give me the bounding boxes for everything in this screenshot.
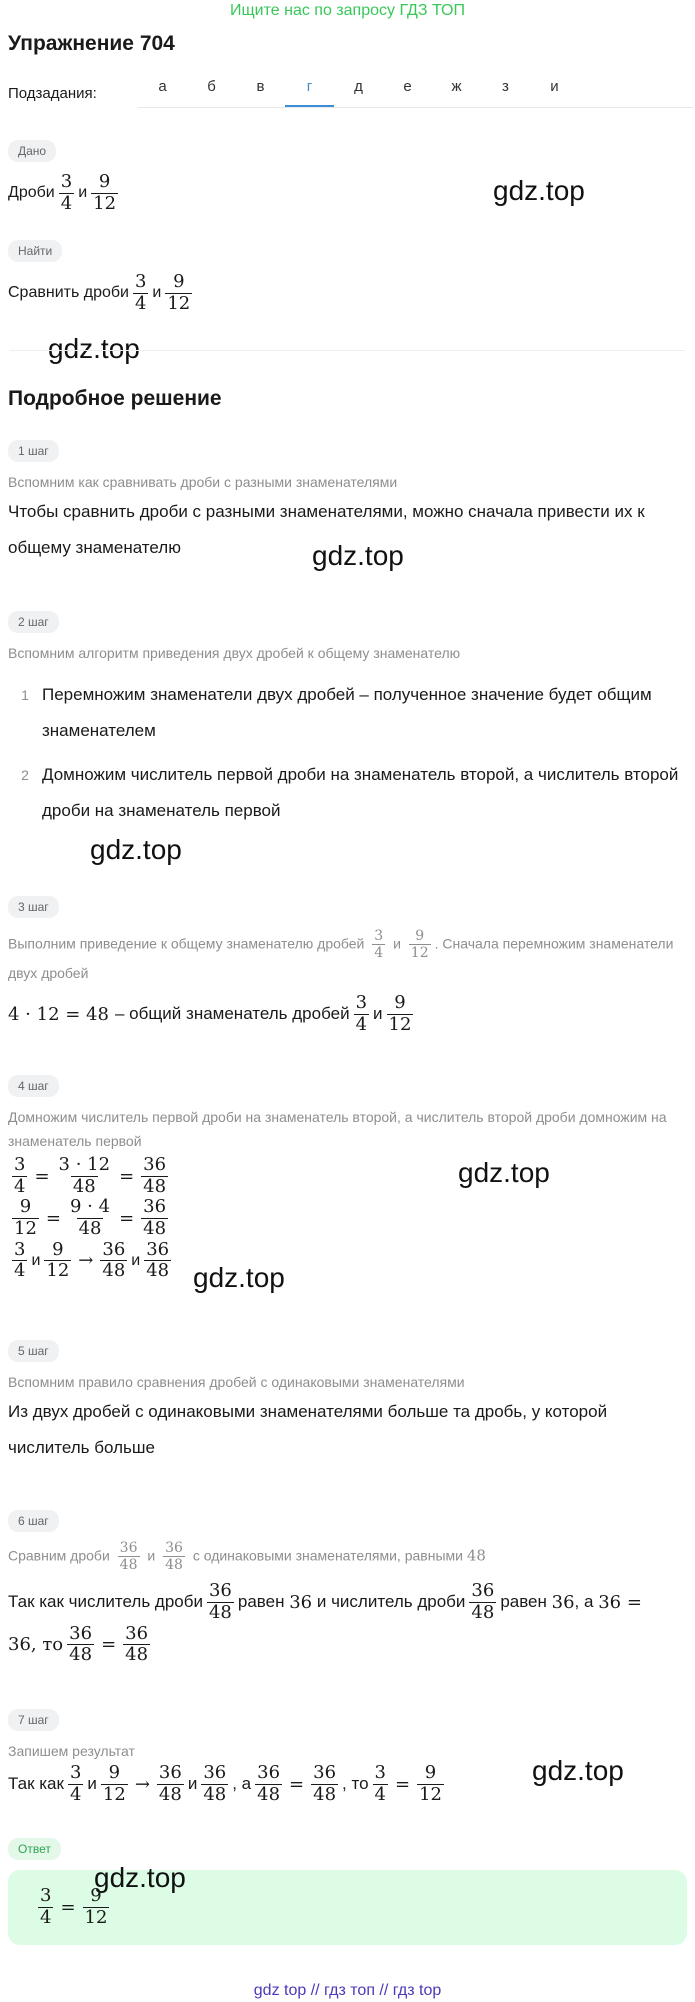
fraction: $\frac{36}{48}$	[102, 1238, 126, 1282]
fraction: $\frac{9 \cdot 4}{48}$	[70, 1196, 111, 1240]
fraction: $\frac{36}{48}$	[143, 1196, 167, 1240]
fraction: $\frac{9}{12}$	[14, 1196, 37, 1240]
subtasks-tabs	[138, 78, 693, 108]
fraction: $\frac{3}{4}$	[374, 1762, 386, 1805]
step-badge: 7 шаг	[8, 1709, 59, 1731]
step-text: Из двух дробей с одинаковыми знаменателями больше та дробь, у которой числитель больше	[8, 1402, 608, 1457]
fraction: $\frac{36}{48}$	[125, 1622, 149, 1666]
fraction: $\frac{3}{4}$	[40, 1885, 52, 1928]
find-text: Сравнить дроби	[8, 284, 129, 302]
watermark: gdz.top	[48, 333, 140, 364]
step-badge: 1 шаг	[8, 440, 59, 462]
fraction: $\frac{3}{4}$	[14, 1154, 26, 1197]
fraction: $\frac{9}{12}$	[419, 1762, 442, 1805]
step-badge: 5 шаг	[8, 1340, 59, 1362]
watermark: gdz.top	[493, 175, 585, 206]
fraction: $\frac{36}{48}$	[146, 1238, 170, 1282]
step-hint: Вспомним как сравнивать дроби с разными знаменателями	[8, 474, 398, 490]
watermark: gdz.top	[312, 540, 404, 571]
math-row: $\frac{9}{12}$ = $\frac{9 \cdot 4}{48}$ = $\frac{36}{48}$	[14, 1196, 167, 1240]
fraction: $\frac{3}{4}$	[60, 171, 73, 214]
fraction: $\frac{9}{12}$	[410, 928, 429, 962]
step-4	[0, 1075, 695, 1282]
watermark: gdz.top	[532, 1755, 624, 1786]
step-hint: Вспомним алгоритм приведения двух дробей к общему знаменателю	[8, 645, 461, 661]
tab-g[interactable]: г	[285, 78, 334, 107]
fraction: $\frac{3 \cdot 12}{48}$	[58, 1154, 111, 1197]
tab-v[interactable]: в	[256, 78, 265, 95]
math-row: $\frac{3}{4}$ = $\frac{3 \cdot 12}{48}$ = $\frac{36}{48}$	[14, 1154, 167, 1197]
tab-z[interactable]: з	[502, 78, 509, 95]
step-hint: Домножим числитель первой дроби на знаменатель второй, а числитель второй дроби домножим на знаменатель первой	[8, 1109, 667, 1149]
fraction: $\frac{36}{48}$	[69, 1622, 93, 1666]
footer-links[interactable]: gdz top // гдз топ // гдз top	[253, 1982, 442, 1999]
fraction: $\frac{36}{48}$	[471, 1580, 495, 1623]
find-line	[8, 272, 695, 314]
step-text-line: Так как $\frac{3}{4}$ и $\frac{9}{12}$ → $\frac{36}{48}$ и $\frac{36}{48}$ , а $\frac{36}{48}$ = $\frac{36}{48}$ , то $\frac{3}{4}$ = $\frac{9}{12}$	[8, 1762, 442, 1805]
fraction: $\frac{36}{48}$	[143, 1154, 167, 1197]
find-section	[0, 240, 695, 314]
step-hint: Вспомним правило сравнения дробей с одинаковыми знаменателями	[8, 1374, 465, 1390]
list-item: 2 Домножим числитель первой дроби на знаменатель второй, а числитель второй дроби на знаменатель первой	[21, 765, 679, 820]
given-line	[8, 172, 695, 214]
fraction: $\frac{9}{12}$	[167, 271, 191, 314]
solution-title: Подробное решение	[8, 387, 222, 410]
fraction: $\frac{36}{48}$	[257, 1762, 281, 1805]
tab-d[interactable]: д	[354, 78, 363, 95]
fraction: $\frac{3}{4}$	[134, 271, 147, 314]
tab-e[interactable]: е	[403, 78, 412, 95]
fraction: $\frac{3}{4}$	[374, 928, 384, 962]
fraction: $\frac{36}{48}$	[208, 1580, 232, 1623]
watermark: gdz.top	[94, 1862, 186, 1893]
tab-zh[interactable]: ж	[451, 78, 462, 95]
top-banner[interactable]: Ищите нас по запросу ГДЗ ТОП	[230, 2, 465, 19]
watermark: gdz.top	[90, 834, 182, 865]
tab-a[interactable]: а	[158, 78, 167, 95]
given-section	[0, 140, 695, 214]
tab-b[interactable]: б	[207, 78, 216, 95]
fraction: $\frac{36}{48}$	[313, 1762, 337, 1805]
subtasks-label: Подзадания:	[8, 84, 97, 102]
fraction: $\frac{36}{48}$	[119, 1540, 138, 1574]
page-title: Упражнение 704	[8, 32, 175, 55]
fraction: $\frac{9}{12}$	[84, 1885, 108, 1928]
step-hint: Сравним дроби $\frac{36}{48}$ и $\frac{36}{48}$ с одинаковыми знаменателями, равными 48	[8, 1540, 486, 1574]
step-2	[0, 611, 695, 837]
step-3	[0, 896, 695, 1036]
and-text: и	[78, 184, 88, 202]
fraction: $\frac{3}{4}$	[69, 1762, 82, 1805]
math-row: $\frac{3}{4}$ и $\frac{9}{12}$ → $\frac{36}{48}$ и $\frac{36}{48}$	[14, 1238, 170, 1282]
fraction: $\frac{9}{12}$	[102, 1762, 126, 1805]
subtasks-bar	[8, 78, 695, 108]
watermark: gdz.top	[458, 1157, 550, 1188]
step-hint: Выполним приведение к общему знаменателю дробей $\frac{3}{4}$ и $\frac{9}{12}$ . Сначала перемножим знаменатели двух дробей	[8, 928, 674, 982]
step-badge: 3 шаг	[8, 896, 59, 918]
and-text: и	[152, 284, 162, 302]
step-hint: Запишем результат	[8, 1743, 135, 1759]
fraction: $\frac{36}{48}$	[158, 1762, 182, 1805]
fraction: $\frac{36}{48}$	[203, 1762, 227, 1805]
answer-box: $\frac{3}{4}$ = $\frac{9}{12}$	[8, 1870, 687, 1945]
fraction: $\frac{9}{12}$	[93, 171, 117, 214]
divider	[10, 350, 685, 351]
fraction: $\frac{9}{12}$	[388, 992, 412, 1035]
step-text: Чтобы сравнить дроби с разными знаменателями, можно сначала привести их к общему знаменателю	[8, 502, 645, 557]
find-badge: Найти	[8, 240, 62, 262]
fraction: $\frac{3}{4}$	[355, 992, 368, 1035]
step-text-line: Так как числитель дроби $\frac{36}{48}$ равен 36 и числитель дроби $\frac{36}{48}$ равен 36 , а 36 =	[8, 1580, 642, 1623]
step-badge: 6 шаг	[8, 1510, 59, 1532]
step-result: 4 · 12 = 48 – общий знаменатель дробей $\frac{3}{4}$ и $\frac{9}{12}$	[8, 992, 412, 1035]
list-item: 1 Перемножим знаменатели двух дробей – полученное значение будет общим знаменателем	[21, 685, 652, 740]
fraction: $\frac{36}{48}$	[165, 1540, 183, 1574]
fraction: $\frac{9}{12}$	[46, 1238, 70, 1282]
algorithm-list	[8, 677, 695, 829]
given-badge: Дано	[8, 140, 56, 162]
step-6	[0, 1510, 695, 1666]
step-text-line: 36, то $\frac{36}{48}$ = $\frac{36}{48}$	[8, 1622, 149, 1666]
answer-badge: Ответ	[8, 1838, 61, 1860]
tab-i[interactable]: и	[550, 78, 559, 95]
watermark: gdz.top	[193, 1262, 285, 1293]
given-text: Дроби	[8, 184, 55, 202]
step-5	[0, 1340, 695, 1466]
fraction: $\frac{3}{4}$	[14, 1238, 26, 1282]
step-badge: 2 шаг	[8, 611, 59, 633]
step-badge: 4 шаг	[8, 1075, 59, 1097]
